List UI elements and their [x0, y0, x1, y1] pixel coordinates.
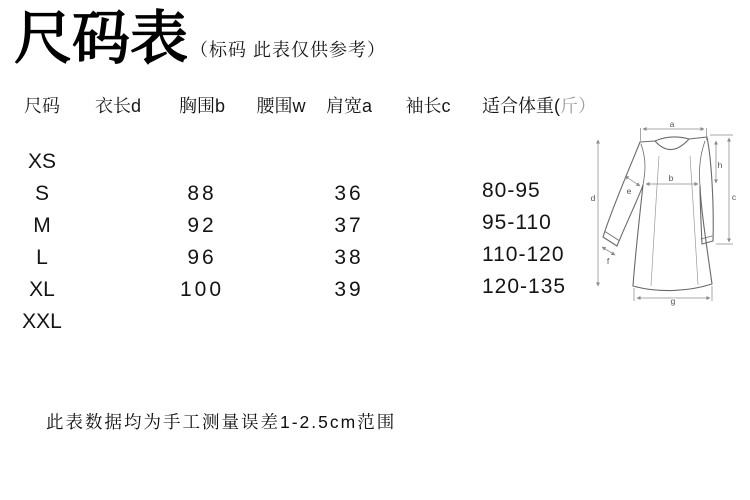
weight-cell: 95-110: [482, 211, 552, 234]
page-subtitle: （标码 此表仅供参考）: [190, 39, 387, 60]
shoulder-cell: 38: [334, 246, 364, 269]
length-cell: [70, 306, 166, 338]
dress-seam-lines: [651, 156, 698, 286]
column-header-waist: 腰围w: [256, 96, 306, 116]
bust-cell: 100: [179, 278, 225, 301]
diagram-label-f: f: [606, 256, 610, 266]
diagram-label-b: b: [668, 173, 674, 183]
bust-cell: 92: [187, 214, 217, 237]
sleeve-cell: [374, 146, 482, 178]
length-cell: [70, 178, 166, 210]
shoulder-cell: [324, 306, 374, 338]
column-header-bust: 胸围b: [178, 96, 225, 116]
measurement-note: 此表数据均为手工测量误差1-2.5cm范围: [46, 412, 397, 432]
weight-cell: 110-120: [482, 243, 565, 266]
weight-cell: 80-95: [482, 179, 541, 202]
waist-cell: [238, 178, 324, 210]
shoulder-cell: 36: [334, 182, 364, 205]
diagram-label-h: h: [717, 160, 723, 170]
diagram-label-d: d: [590, 193, 596, 203]
sleeve-cell: [374, 306, 482, 338]
size-cell: S: [34, 182, 49, 205]
waist-cell: [238, 274, 324, 306]
size-cell: M: [33, 214, 51, 237]
shoulder-cell: [324, 146, 374, 178]
waist-cell: [238, 242, 324, 274]
shoulder-cell: 39: [334, 278, 364, 301]
diagram-label-c: c: [731, 192, 737, 202]
sleeve-cell: [374, 274, 482, 306]
length-cell: [70, 146, 166, 178]
size-cell: L: [36, 246, 48, 269]
sleeve-cell: [374, 242, 482, 274]
weight-unit-label: 斤）: [560, 96, 596, 116]
bust-cell: [166, 146, 238, 178]
size-cell: XS: [27, 150, 56, 173]
diagram-label-e: e: [626, 186, 632, 196]
title-block: [14, 8, 386, 71]
size-cell: XL: [29, 278, 55, 301]
shoulder-cell: 37: [334, 214, 364, 237]
size-table: [14, 90, 608, 338]
diagram-label-a: a: [669, 119, 675, 129]
length-cell: [70, 242, 166, 274]
sleeve-cell: [374, 210, 482, 242]
weight-header-label: 适合体重(: [482, 96, 560, 116]
diagram-label-g: g: [670, 296, 676, 306]
bust-cell: 96: [187, 246, 217, 269]
waist-cell: [238, 210, 324, 242]
weight-cell: 120-135: [482, 275, 567, 298]
waist-cell: [238, 306, 324, 338]
bust-cell: [166, 306, 238, 338]
column-header-size: 尺码: [24, 96, 60, 116]
bust-cell: 88: [187, 182, 217, 205]
dress-measurement-diagram: [576, 104, 750, 316]
column-header-sleeve: 袖长c: [405, 96, 451, 116]
size-cell: XXL: [22, 310, 62, 333]
column-header-length: 衣长d: [94, 96, 141, 116]
length-cell: [70, 274, 166, 306]
column-header-shoulder: 肩宽a: [325, 96, 372, 116]
length-cell: [70, 210, 166, 242]
page-title: 尺码表: [14, 6, 189, 71]
waist-cell: [238, 146, 324, 178]
measurement-labels: [591, 119, 737, 306]
sleeve-cell: [374, 178, 482, 210]
